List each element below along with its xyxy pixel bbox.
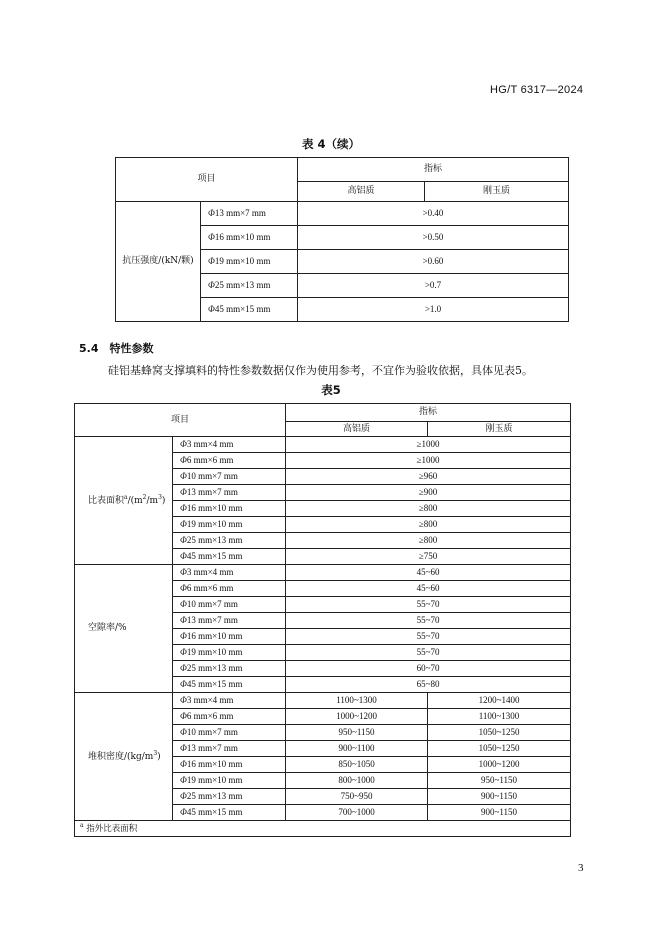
- table5-value: 55~70: [286, 629, 571, 645]
- table5-corundum-value: 1000~1200: [428, 757, 571, 773]
- table5-value: 60~70: [286, 661, 571, 677]
- table5-spec: Φ45 mm×15 mm: [173, 805, 286, 821]
- table4-value: >0.40: [298, 202, 569, 226]
- table5-spec: Φ19 mm×10 mm: [173, 517, 286, 533]
- table5-high-value: 700~1000: [286, 805, 428, 821]
- table4-group-label: 抗压强度/(kN/颗): [116, 202, 201, 322]
- table5-spec: Φ45 mm×15 mm: [173, 677, 286, 693]
- table5-group-void-ratio: 空隙率/%: [75, 565, 173, 693]
- table5-corundum-value: 900~1150: [428, 805, 571, 821]
- table5-corundum-value: 1200~1400: [428, 693, 571, 709]
- page-number: 3: [578, 862, 584, 874]
- table5-value: ≥750: [286, 549, 571, 565]
- table5-spec: Φ25 mm×13 mm: [173, 789, 286, 805]
- table5-spec: Φ6 mm×6 mm: [173, 453, 286, 469]
- table4-spec: Φ25 mm×13 mm: [201, 274, 298, 298]
- table5-spec: Φ3 mm×4 mm: [173, 437, 286, 453]
- table4-spec: Φ16 mm×10 mm: [201, 226, 298, 250]
- table5-value: 55~70: [286, 597, 571, 613]
- table5-value: 55~70: [286, 613, 571, 629]
- table4-corundum-header: 刚玉质: [425, 182, 569, 202]
- table5-spec: Φ6 mm×6 mm: [173, 709, 286, 725]
- table4-value: >1.0: [298, 298, 569, 322]
- table5-spec: Φ13 mm×7 mm: [173, 613, 286, 629]
- table5-high-value: 850~1050: [286, 757, 428, 773]
- table4-caption: 表 4（续）: [301, 137, 360, 151]
- table5-corundum-value: 950~1150: [428, 773, 571, 789]
- table5-high-value: 950~1150: [286, 725, 428, 741]
- table5-corundum-value: 900~1150: [428, 789, 571, 805]
- table5-spec: Φ10 mm×7 mm: [173, 469, 286, 485]
- table5-value: ≥800: [286, 533, 571, 549]
- table5-value: 45~60: [286, 565, 571, 581]
- table5-corundum-value: 1050~1250: [428, 741, 571, 757]
- table5-high-value: 800~1000: [286, 773, 428, 789]
- section-heading: 5.4 特性参数: [79, 342, 154, 355]
- table5-spec: Φ16 mm×10 mm: [173, 629, 286, 645]
- table5-value: ≥900: [286, 485, 571, 501]
- table5-caption: 表5: [321, 383, 341, 397]
- table5-spec: Φ10 mm×7 mm: [173, 725, 286, 741]
- table5-spec: Φ16 mm×10 mm: [173, 757, 286, 773]
- table5-value: 55~70: [286, 645, 571, 661]
- table5-value: 45~60: [286, 581, 571, 597]
- table5-corundum-value: 1050~1250: [428, 725, 571, 741]
- table5-spec: Φ19 mm×10 mm: [173, 645, 286, 661]
- table5-value: ≥1000: [286, 453, 571, 469]
- table5-high-value: 1100~1300: [286, 693, 428, 709]
- table5-spec: Φ25 mm×13 mm: [173, 533, 286, 549]
- table5-spec: Φ13 mm×7 mm: [173, 485, 286, 501]
- table5-high-value: 1000~1200: [286, 709, 428, 725]
- table5-high-alumina-header: 高铝质: [286, 422, 428, 437]
- table4-spec: Φ13 mm×7 mm: [201, 202, 298, 226]
- table5-spec: Φ45 mm×15 mm: [173, 549, 286, 565]
- table4: [115, 157, 569, 322]
- table5-spec: Φ3 mm×4 mm: [173, 693, 286, 709]
- table5-value: ≥800: [286, 517, 571, 533]
- table5-spec: Φ25 mm×13 mm: [173, 661, 286, 677]
- table5-high-value: 750~950: [286, 789, 428, 805]
- table5-value: ≥960: [286, 469, 571, 485]
- table4-index-header: 指标: [298, 158, 569, 182]
- table5-item-header: 项目: [75, 404, 286, 437]
- standard-code: HG/T 6317—2024: [490, 84, 584, 96]
- table5-group-surface-area: 比表面积$^a/(m^2/m^3)$: [75, 437, 173, 565]
- table5: [74, 403, 571, 837]
- table5-spec: Φ10 mm×7 mm: [173, 597, 286, 613]
- table4-spec: Φ19 mm×10 mm: [201, 250, 298, 274]
- table5-high-value: 900~1100: [286, 741, 428, 757]
- table5-value: ≥1000: [286, 437, 571, 453]
- table4-spec: Φ45 mm×15 mm: [201, 298, 298, 322]
- table5-corundum-value: 1100~1300: [428, 709, 571, 725]
- section-paragraph: 硅铝基蜂窝支撑填料的特性参数数据仅作为使用参考，不宜作为验收依据，具体见表5。: [108, 364, 533, 377]
- table5-value: 65~80: [286, 677, 571, 693]
- table5-spec: Φ19 mm×10 mm: [173, 773, 286, 789]
- table5-spec: Φ16 mm×10 mm: [173, 501, 286, 517]
- table5-spec: Φ6 mm×6 mm: [173, 581, 286, 597]
- table4-value: >0.50: [298, 226, 569, 250]
- table5-corundum-header: 刚玉质: [428, 422, 571, 437]
- table5-spec: Φ13 mm×7 mm: [173, 741, 286, 757]
- table4-item-header: 项目: [116, 158, 298, 202]
- table5-value: ≥800: [286, 501, 571, 517]
- table4-value: >0.60: [298, 250, 569, 274]
- table4-value: >0.7: [298, 274, 569, 298]
- table5-spec: Φ3 mm×4 mm: [173, 565, 286, 581]
- table5-group-bulk-density: 堆积密度$/(kg/m^3)$: [75, 693, 173, 821]
- table4-high-alumina-header: 高铝质: [298, 182, 425, 202]
- table5-index-header: 指标: [286, 404, 571, 422]
- table5-footnote: $^a$ 指外比表面积: [75, 821, 571, 837]
